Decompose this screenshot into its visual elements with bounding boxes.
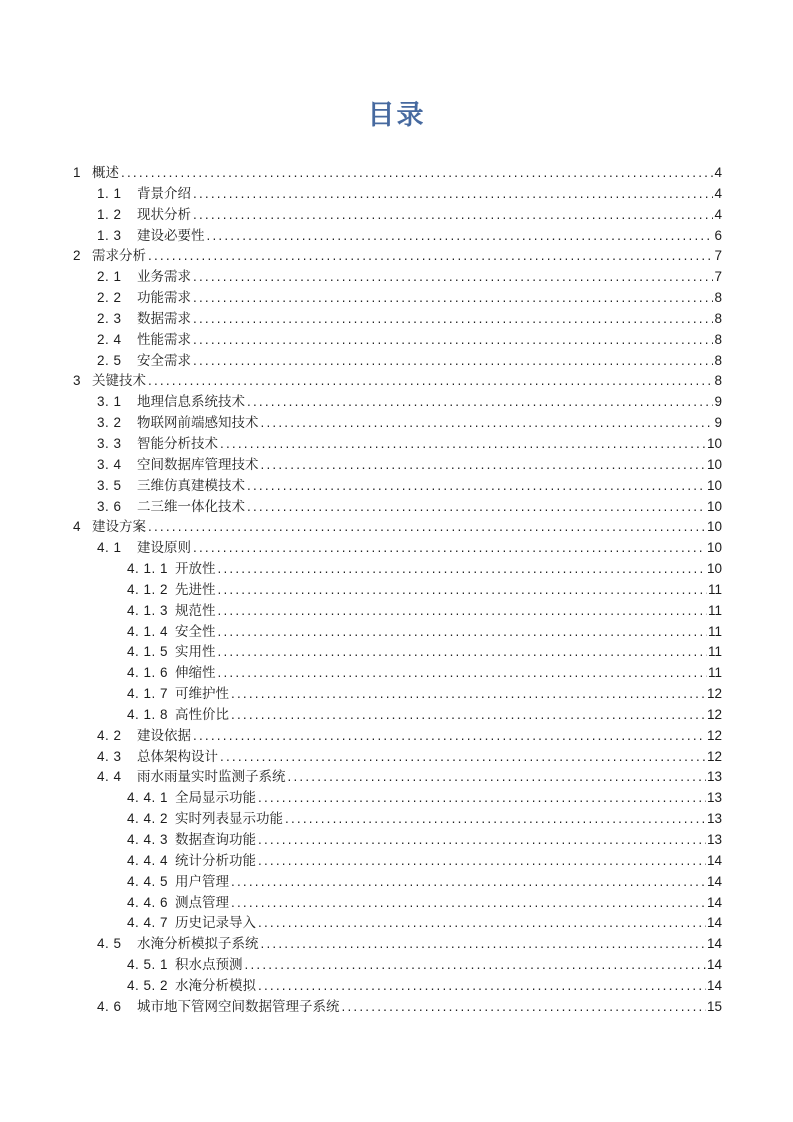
dot-leader [148, 246, 713, 267]
toc-entry-label: 物联网前端感知技术 [137, 415, 259, 431]
toc-entry-number: 4. 5. 1 [127, 957, 169, 973]
toc-entry-number: 4. 1. 1 [127, 561, 169, 577]
toc-entry[interactable] [73, 830, 722, 851]
toc-entry-page: 7 [714, 269, 722, 285]
toc-entry[interactable] [73, 476, 722, 497]
toc-entry-page: 10 [706, 519, 722, 535]
dot-leader [193, 205, 713, 226]
toc-entry-number: 2. 2 [97, 290, 122, 306]
toc-entry[interactable] [73, 267, 722, 288]
toc-entry-label: 性能需求 [137, 331, 191, 347]
toc-entry-label: 三维仿真建模技术 [137, 477, 245, 493]
toc-entry[interactable] [73, 872, 722, 893]
toc-entry[interactable] [73, 580, 722, 601]
dot-leader [193, 184, 713, 205]
dot-leader [247, 476, 706, 497]
dot-leader [247, 497, 706, 518]
toc-entry-page: 8 [714, 310, 722, 326]
toc-entry[interactable] [73, 351, 722, 372]
toc-entry-number: 2. 4 [97, 331, 122, 347]
toc-entry-number: 4. 4. 6 [127, 894, 169, 910]
toc-entry-number: 2 [73, 248, 82, 264]
toc-entry[interactable] [73, 788, 722, 809]
dot-leader [218, 663, 707, 684]
toc-entry[interactable] [73, 663, 722, 684]
dot-leader [231, 872, 706, 893]
toc-entry[interactable] [73, 455, 722, 476]
dot-leader [245, 955, 706, 976]
toc-entry-number: 4. 1. 8 [127, 706, 169, 722]
toc-entry-label: 建设原则 [137, 540, 191, 556]
dot-leader [218, 559, 706, 580]
toc-entry-number: 1. 3 [97, 227, 122, 243]
toc-entry-page: 4 [714, 206, 722, 222]
toc-entry-page: 14 [706, 977, 722, 993]
toc-entry-number: 3. 6 [97, 498, 122, 514]
dot-leader [258, 851, 706, 872]
dot-leader [285, 809, 706, 830]
dot-leader [261, 934, 706, 955]
toc-entry-number: 4. 3 [97, 748, 122, 764]
toc-entry-label: 地理信息系统技术 [137, 394, 245, 410]
toc-entry-page: 14 [706, 852, 722, 868]
toc-entry-number: 4. 6 [97, 998, 122, 1014]
toc-entry-label: 雨水雨量实时监测子系统 [137, 769, 286, 785]
toc-entry-label: 可维护性 [175, 686, 229, 702]
toc-entry-number: 4. 4. 1 [127, 790, 169, 806]
toc-entry-page: 8 [714, 331, 722, 347]
toc-entry-page: 14 [706, 894, 722, 910]
dot-leader [148, 371, 713, 392]
toc-entry-label: 业务需求 [137, 269, 191, 285]
toc-entry-number: 3. 3 [97, 435, 122, 451]
dot-leader [193, 267, 713, 288]
toc-entry-label: 背景介绍 [137, 185, 191, 201]
toc-entry-page: 10 [706, 435, 722, 451]
toc-entry-page: 8 [714, 373, 722, 389]
toc-entry-number: 1 [73, 165, 82, 180]
toc-entry-page: 13 [706, 811, 722, 827]
toc-entry-number: 3. 4 [97, 456, 122, 472]
toc-entry[interactable] [73, 309, 722, 330]
toc-entry[interactable] [73, 642, 722, 663]
dot-leader [288, 767, 706, 788]
toc-entry[interactable] [73, 392, 722, 413]
toc-entry-page: 14 [706, 915, 722, 931]
toc-entry-number: 4. 5 [97, 936, 122, 952]
dot-leader [218, 580, 707, 601]
toc-entry-label: 建设必要性 [137, 227, 205, 243]
toc-entry-number: 3. 1 [97, 394, 122, 410]
toc-entry-label: 测点管理 [175, 894, 229, 910]
toc-entry-label: 二三维一体化技术 [137, 498, 245, 514]
toc-entry-label: 现状分析 [137, 206, 191, 222]
toc-entry-label: 水淹分析模拟子系统 [137, 936, 259, 952]
toc-entry[interactable] [73, 205, 722, 226]
toc-entry-page: 10 [706, 498, 722, 514]
toc-entry-page: 13 [706, 769, 722, 785]
toc-entry-page: 10 [706, 561, 722, 577]
toc-entry-label: 高性价比 [175, 706, 229, 722]
toc-entry-number: 4. 4 [97, 769, 122, 785]
toc-entry[interactable] [73, 330, 722, 351]
dot-leader [218, 642, 707, 663]
toc-entry-page: 9 [714, 415, 722, 431]
toc-entry-page: 10 [706, 477, 722, 493]
toc-entry-page: 14 [706, 957, 722, 973]
toc-entry-label: 数据需求 [137, 310, 191, 326]
toc-entry-number: 3 [73, 373, 82, 389]
toc-entry-label: 先进性 [175, 581, 216, 597]
toc-entry-page: 12 [706, 706, 722, 722]
toc-entry-label: 智能分析技术 [137, 435, 218, 451]
toc-entry-label: 实时列表显示功能 [175, 811, 283, 827]
toc-entry-label: 水淹分析模拟 [175, 977, 256, 993]
toc-entry[interactable] [73, 893, 722, 914]
dot-leader [148, 517, 706, 538]
dot-leader [218, 622, 707, 643]
toc-entry-page: 13 [706, 790, 722, 806]
toc-entry[interactable] [73, 434, 722, 455]
toc-entry-number: 4. 1. 2 [127, 581, 169, 597]
toc-entry-page: 8 [714, 290, 722, 306]
toc-entry-number: 4. 5. 2 [127, 977, 169, 993]
toc-entry[interactable] [73, 913, 722, 934]
toc-entry-page: 11 [707, 581, 722, 597]
dot-leader [207, 226, 714, 247]
toc-entry[interactable] [73, 184, 722, 205]
dot-leader [231, 893, 706, 914]
toc-entry-number: 4 [73, 519, 82, 535]
toc-entry-page: 10 [706, 456, 722, 472]
toc-entry-number: 4. 1. 6 [127, 665, 169, 681]
toc-entry-page: 7 [714, 248, 722, 264]
toc-entry[interactable] [73, 413, 722, 434]
dot-leader [258, 788, 706, 809]
toc-entry-number: 4. 4. 3 [127, 832, 169, 847]
dot-leader [218, 601, 707, 622]
dot-leader [193, 330, 713, 351]
toc-list [73, 163, 722, 1018]
toc-entry-page: 11 [707, 623, 722, 639]
toc-entry[interactable] [73, 163, 722, 184]
dot-leader [258, 976, 706, 997]
toc-entry-label: 开放性 [175, 561, 216, 577]
dot-leader [261, 413, 714, 434]
dot-leader [193, 538, 706, 559]
toc-entry[interactable] [73, 497, 722, 518]
toc-entry[interactable] [73, 809, 722, 830]
toc-entry-label: 总体架构设计 [137, 748, 218, 764]
dot-leader [258, 913, 706, 934]
toc-entry-number: 1. 1 [97, 185, 122, 201]
toc-entry-label: 建设方案 [92, 519, 146, 535]
toc-entry-page: 9 [714, 394, 722, 410]
dot-leader [193, 309, 713, 330]
toc-entry-label: 功能需求 [137, 290, 191, 306]
toc-entry-label: 空间数据库管理技术 [137, 456, 259, 472]
toc-entry[interactable] [73, 622, 722, 643]
toc-entry-page: 12 [706, 727, 722, 743]
toc-entry-label: 需求分析 [92, 248, 146, 264]
toc-entry[interactable] [73, 705, 722, 726]
toc-entry-label: 伸缩性 [175, 665, 216, 681]
toc-entry-label: 实用性 [175, 644, 216, 660]
toc-entry-label: 安全性 [175, 623, 216, 639]
toc-entry-number: 2. 5 [97, 352, 122, 368]
toc-entry-page: 15 [706, 998, 722, 1014]
toc-entry-page: 14 [706, 873, 722, 889]
toc-entry-label: 关键技术 [92, 373, 146, 389]
toc-entry[interactable] [73, 934, 722, 955]
toc-entry-page: 4 [714, 165, 722, 180]
dot-leader [247, 392, 713, 413]
toc-entry-number: 4. 4. 4 [127, 852, 169, 868]
toc-entry[interactable] [73, 246, 722, 267]
dot-leader [220, 434, 706, 455]
dot-leader [193, 288, 713, 309]
toc-entry-page: 13 [706, 832, 722, 847]
toc-entry-label: 积水点预测 [175, 957, 243, 973]
toc-entry[interactable] [73, 684, 722, 705]
toc-entry[interactable] [73, 726, 722, 747]
toc-entry-label: 全局显示功能 [175, 790, 256, 806]
dot-leader [231, 705, 706, 726]
dot-leader [193, 351, 713, 372]
toc-entry[interactable] [73, 747, 722, 768]
toc-entry-page: 11 [707, 602, 722, 618]
toc-entry-number: 4. 4. 7 [127, 915, 169, 931]
dot-leader [342, 997, 706, 1018]
toc-entry-label: 规范性 [175, 602, 216, 618]
toc-entry-page: 6 [714, 227, 722, 243]
toc-entry-page: 8 [714, 352, 722, 368]
toc-entry[interactable] [73, 976, 722, 997]
toc-entry-page: 10 [706, 540, 722, 556]
toc-entry[interactable] [73, 559, 722, 580]
toc-entry[interactable] [73, 226, 722, 247]
toc-title: 目录 [367, 100, 426, 130]
toc-entry-label: 概述 [92, 165, 119, 180]
dot-leader [258, 830, 706, 851]
toc-entry-page: 4 [714, 185, 722, 201]
toc-entry-number: 2. 1 [97, 269, 122, 285]
toc-entry-number: 3. 5 [97, 477, 122, 493]
toc-entry-number: 2. 3 [97, 310, 122, 326]
toc-entry-number: 4. 1 [97, 540, 122, 556]
toc-entry-label: 建设依据 [137, 727, 191, 743]
dot-leader [261, 455, 706, 476]
toc-entry-page: 12 [706, 748, 722, 764]
toc-entry-number: 4. 1. 7 [127, 686, 169, 702]
toc-entry-label: 统计分析功能 [175, 852, 256, 868]
toc-entry-label: 用户管理 [175, 873, 229, 889]
toc-entry[interactable] [73, 767, 722, 788]
toc-entry-label: 数据查询功能 [175, 832, 256, 847]
toc-entry-number: 4. 1. 5 [127, 644, 169, 660]
toc-entry-number: 4. 1. 4 [127, 623, 169, 639]
dot-leader [231, 684, 706, 705]
toc-entry[interactable] [73, 851, 722, 872]
dot-leader [121, 163, 713, 184]
toc-entry-number: 4. 2 [97, 727, 122, 743]
toc-entry[interactable] [73, 538, 722, 559]
dot-leader [193, 726, 706, 747]
toc-entry-page: 11 [707, 665, 722, 681]
toc-entry-page: 14 [706, 936, 722, 952]
toc-entry-label: 历史记录导入 [175, 915, 256, 931]
toc-entry[interactable] [73, 517, 722, 538]
toc-entry-page: 12 [706, 686, 722, 702]
toc-entry[interactable] [73, 601, 722, 622]
toc-entry-number: 4. 4. 2 [127, 811, 169, 827]
toc-entry[interactable] [73, 371, 722, 392]
toc-entry-number: 3. 2 [97, 415, 122, 431]
toc-entry-label: 城市地下管网空间数据管理子系统 [137, 998, 340, 1014]
toc-entry-number: 4. 4. 5 [127, 873, 169, 889]
toc-entry-number: 4. 1. 3 [127, 602, 169, 618]
toc-entry-page: 11 [707, 644, 722, 660]
toc-entry[interactable] [73, 955, 722, 976]
toc-entry-label: 安全需求 [137, 352, 191, 368]
dot-leader [220, 747, 706, 768]
toc-entry[interactable] [73, 997, 722, 1018]
toc-entry-number: 1. 2 [97, 206, 122, 222]
toc-entry[interactable] [73, 288, 722, 309]
